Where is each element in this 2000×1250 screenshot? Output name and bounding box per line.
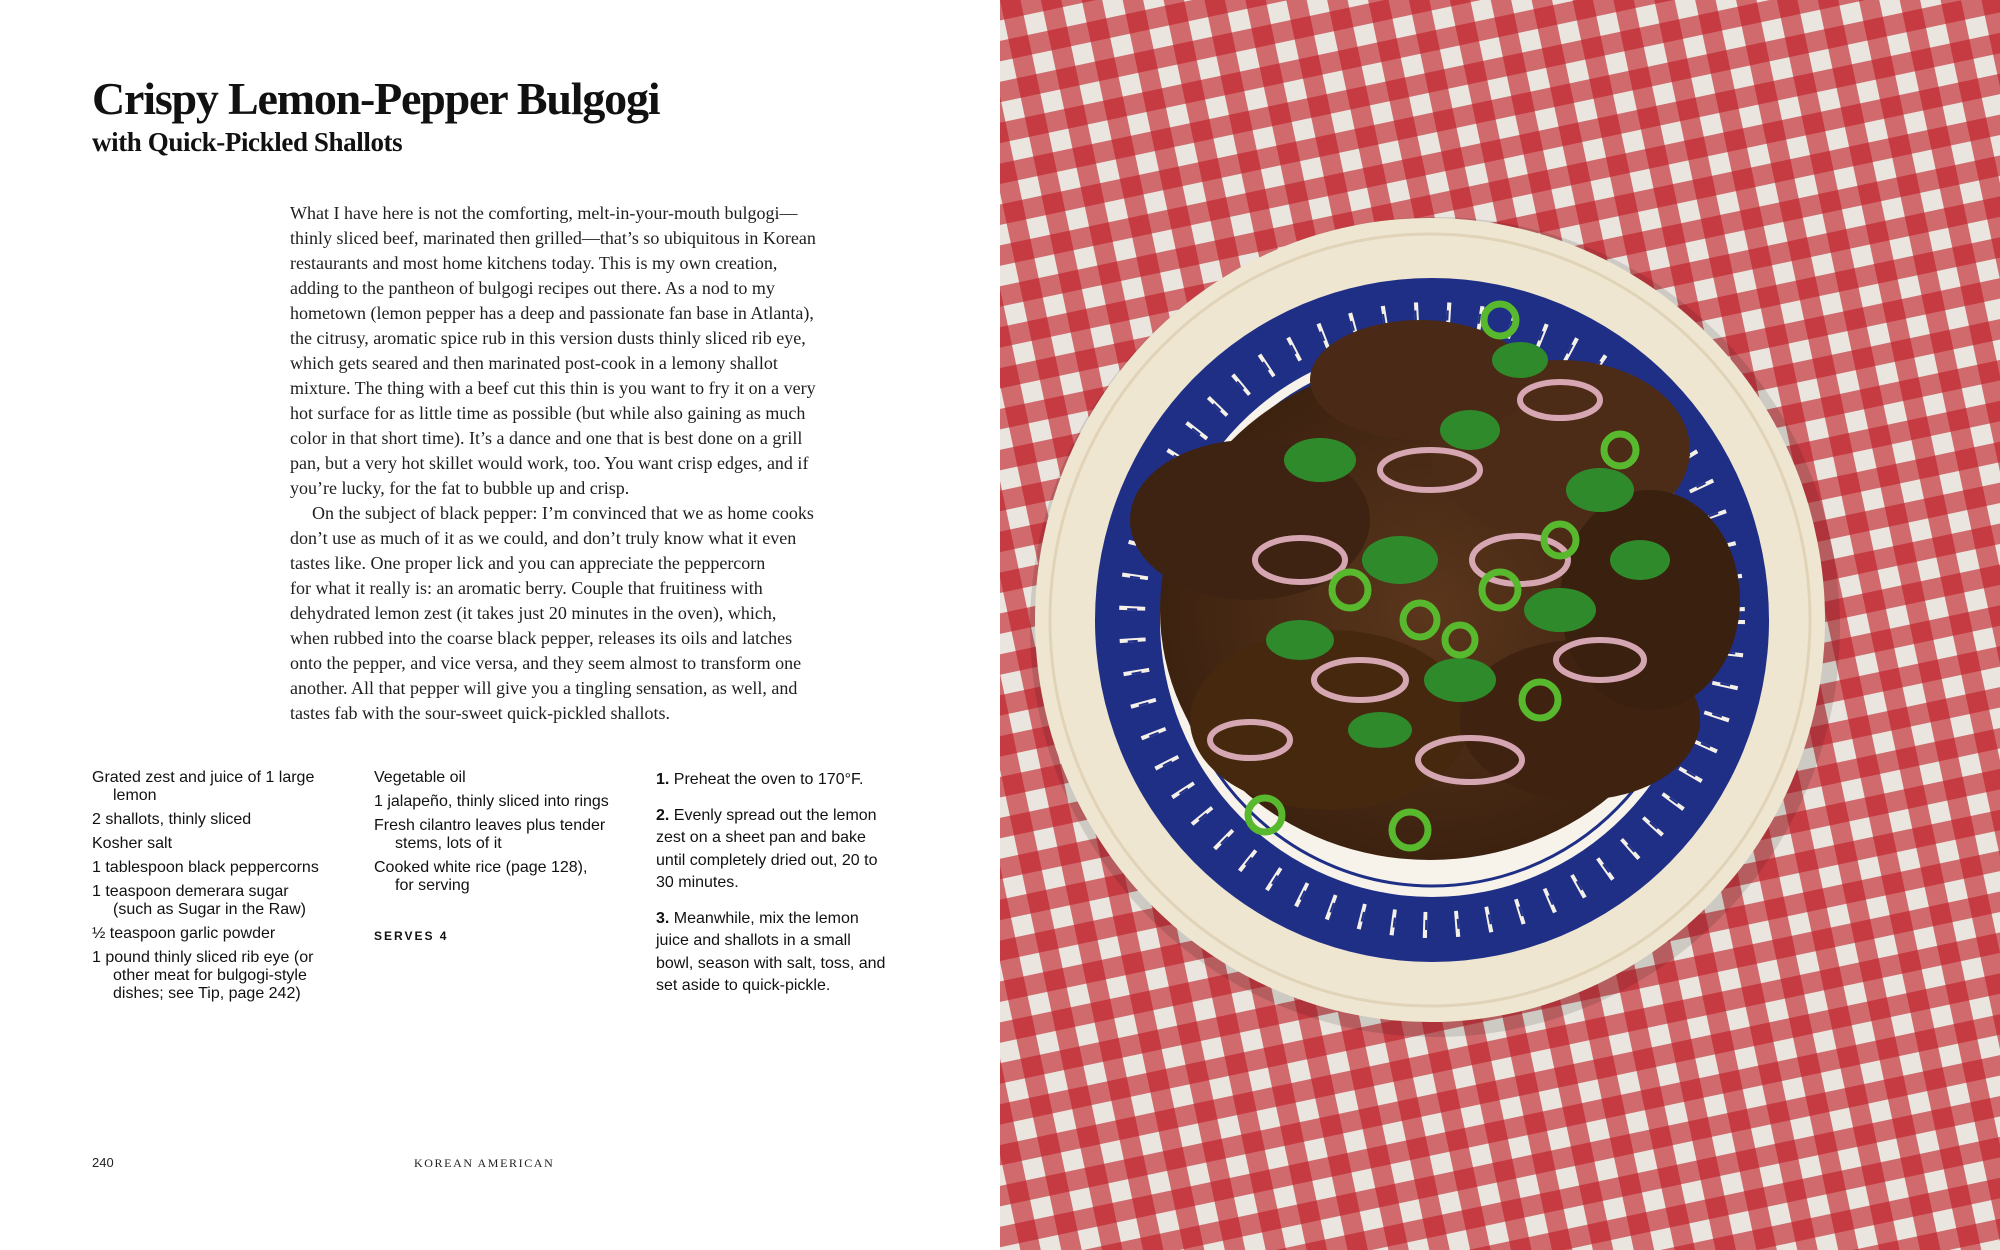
ingredient-list-column-1 [92, 769, 352, 1009]
step-text: Evenly spread out the lemon zest on a sheet pan and bake until completely dried out, 20 to 30 minutes. [656, 806, 878, 891]
ingredient-item: 1 jalapeño, thinly sliced into rings [374, 793, 609, 810]
ingredient-list-column-2 [374, 769, 634, 901]
ingredient-item: 2 shallots, thinly sliced [92, 811, 252, 828]
page-number: 240 [92, 1155, 114, 1170]
running-head: KOREAN AMERICAN [414, 1156, 555, 1170]
step-number: 3. [656, 909, 670, 927]
step-number: 2. [656, 806, 670, 824]
ingredient-item: 1 teaspoon demerara sugar (such as Sugar in the Raw) [92, 883, 306, 918]
recipe-subtitle: with Quick-Pickled Shallots [92, 127, 403, 157]
step-text: Meanwhile, mix the lemon juice and shallots in a small bowl, season with salt, toss, and set aside to quick-pickle. [656, 909, 886, 994]
ingredient-item: ½ teaspoon garlic powder [92, 925, 276, 942]
ingredient-item: Fresh cilantro leaves plus tender stems, lots of it [374, 817, 606, 852]
headnote-paragraph-1: What I have here is not the comforting, melt-in-your-mouth bulgogi— thinly sliced beef, marinated then grilled—that’s so ubiquitous in Korean restaurants and most home kitchens today. This is my own creation, adding to the pantheon of bulgogi recipes out there. As a nod to my hometown (lemon pepper has a deep and passionate fan base in Atlanta), the citrusy, aromatic spice rub in this version dusts thinly sliced rib eye, which gets seared and then marinated post-cook in a lemony shallot mixture. The thing with a beef cut this thin is you want to fry it on a very hot surface for as little time as possible (but while also gaining as much color in that short time). It’s a dance and one that is best done on a grill pan, but a very hot skillet would work, too. You want crisp edges, and if you’re lucky, for the fat to bubble up and crisp. [290, 203, 816, 498]
step-number: 1. [656, 771, 670, 788]
ingredient-item: Vegetable oil [374, 769, 466, 786]
ingredient-item: Kosher salt [92, 835, 173, 852]
method-steps [656, 769, 906, 1011]
ingredient-item: 1 tablespoon black peppercorns [92, 859, 319, 876]
food-photo [1000, 0, 2000, 1250]
method-step [656, 908, 906, 998]
serves-count: SERVES 4 [374, 929, 449, 943]
recipe-title: Crispy Lemon-Pepper Bulgogi [92, 73, 660, 124]
ingredient-item: Grated zest and juice of 1 large lemon [92, 769, 315, 804]
step-text: Preheat the oven to 170°F. [669, 771, 864, 788]
ingredient-item: 1 pound thinly sliced rib eye (or other meat for bulgogi-style dishes; see Tip, page 242) [92, 949, 314, 1002]
bulgogi-plate-photo [1000, 0, 2000, 1250]
headnote-paragraph-2: On the subject of black pepper: I’m convinced that we as home cooks don’t use as much of it as we could, and don’t truly know what it even tastes like. One proper lick and you can appreciate the peppercorn for what it really is: an aromatic berry. Couple that fruitiness with dehydrated lemon zest (it takes just 20 minutes in the oven), which, when rubbed into the coarse black pepper, releases its oils and latches onto the pepper, and vice versa, and they seem almost to transform one another. All that pepper will give you a tingling sensation, as well, and tastes fab with the sour-sweet quick-pickled shallots. [290, 503, 814, 723]
headnote [290, 201, 870, 726]
method-step [656, 769, 906, 792]
ingredient-item: Cooked white rice (page 128), for serving [374, 859, 588, 894]
method-step [656, 805, 906, 895]
